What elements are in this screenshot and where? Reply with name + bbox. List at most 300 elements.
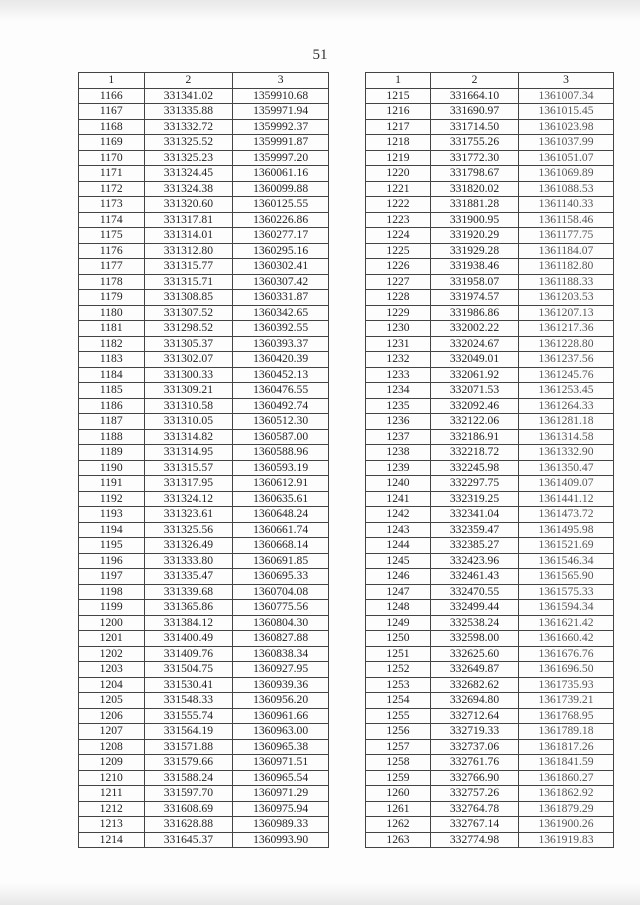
y-coordinate-cell: 1361862.92 (519, 786, 614, 802)
point-number-cell: 1260 (366, 786, 431, 802)
x-coordinate-cell: 332774.98 (431, 832, 519, 848)
table-row (366, 631, 614, 647)
y-coordinate-cell: 1360593.19 (233, 460, 329, 476)
x-coordinate-cell: 331929.28 (431, 243, 519, 259)
y-coordinate-cell: 1360963.00 (233, 724, 329, 740)
y-coordinate-cell: 1361575.33 (519, 584, 614, 600)
x-coordinate-cell: 331365.86 (144, 600, 233, 616)
point-number-cell: 1211 (79, 786, 145, 802)
x-coordinate-cell: 332297.75 (431, 476, 519, 492)
point-number-cell: 1261 (366, 801, 431, 817)
point-number-cell: 1258 (366, 755, 431, 771)
table-row (366, 383, 614, 399)
table-row (366, 274, 614, 290)
y-coordinate-cell: 1361696.50 (519, 662, 614, 678)
point-number-cell: 1186 (79, 398, 145, 414)
point-number-cell: 1195 (79, 538, 145, 554)
x-coordinate-cell: 331938.46 (431, 259, 519, 275)
x-coordinate-cell: 332719.33 (431, 724, 519, 740)
point-number-cell: 1178 (79, 274, 145, 290)
y-coordinate-cell: 1361768.95 (519, 708, 614, 724)
x-coordinate-cell: 331317.81 (144, 212, 233, 228)
y-coordinate-cell: 1361919.83 (519, 832, 614, 848)
x-coordinate-cell: 331664.10 (431, 88, 519, 104)
x-coordinate-cell: 331326.49 (144, 538, 233, 554)
table-row (366, 677, 614, 693)
x-coordinate-cell: 332024.67 (431, 336, 519, 352)
point-number-cell: 1192 (79, 491, 145, 507)
y-coordinate-cell: 1361228.80 (519, 336, 614, 352)
y-coordinate-cell: 1360668.14 (233, 538, 329, 554)
table-row (366, 414, 614, 430)
y-coordinate-cell: 1360648.24 (233, 507, 329, 523)
x-coordinate-cell: 331920.29 (431, 228, 519, 244)
point-number-cell: 1181 (79, 321, 145, 337)
y-coordinate-cell: 1361314.58 (519, 429, 614, 445)
x-coordinate-cell: 331339.68 (144, 584, 233, 600)
table-row (366, 786, 614, 802)
x-coordinate-cell: 331974.57 (431, 290, 519, 306)
x-coordinate-cell: 332245.98 (431, 460, 519, 476)
coordinates-table-right (365, 72, 614, 848)
table-row (366, 522, 614, 538)
table-row (79, 584, 329, 600)
table-row (79, 646, 329, 662)
y-coordinate-cell: 1360420.39 (233, 352, 329, 368)
y-coordinate-cell: 1361088.53 (519, 181, 614, 197)
x-coordinate-cell: 331332.72 (144, 119, 233, 135)
x-coordinate-cell: 331312.80 (144, 243, 233, 259)
y-coordinate-cell: 1361217.36 (519, 321, 614, 337)
point-number-cell: 1197 (79, 569, 145, 585)
y-coordinate-cell: 1359992.37 (233, 119, 329, 135)
point-number-cell: 1234 (366, 383, 431, 399)
table-row (79, 135, 329, 151)
table-row (366, 150, 614, 166)
table-row (79, 832, 329, 848)
x-coordinate-cell: 332625.60 (431, 646, 519, 662)
point-number-cell: 1232 (366, 352, 431, 368)
point-number-cell: 1213 (79, 817, 145, 833)
y-coordinate-cell: 1360587.00 (233, 429, 329, 445)
table-row (366, 615, 614, 631)
y-coordinate-cell: 1360971.29 (233, 786, 329, 802)
x-coordinate-cell: 331714.50 (431, 119, 519, 135)
point-number-cell: 1259 (366, 770, 431, 786)
x-coordinate-cell: 331325.52 (144, 135, 233, 151)
x-coordinate-cell: 332092.46 (431, 398, 519, 414)
x-coordinate-cell: 332682.62 (431, 677, 519, 693)
x-coordinate-cell: 331305.37 (144, 336, 233, 352)
y-coordinate-cell: 1359997.20 (233, 150, 329, 166)
y-coordinate-cell: 1360965.54 (233, 770, 329, 786)
point-number-cell: 1182 (79, 336, 145, 352)
y-coordinate-cell: 1360775.56 (233, 600, 329, 616)
table-row (366, 367, 614, 383)
point-number-cell: 1230 (366, 321, 431, 337)
point-number-cell: 1185 (79, 383, 145, 399)
y-coordinate-cell: 1360612.91 (233, 476, 329, 492)
x-coordinate-cell: 332598.00 (431, 631, 519, 647)
point-number-cell: 1202 (79, 646, 145, 662)
y-coordinate-cell: 1360827.88 (233, 631, 329, 647)
x-coordinate-cell: 331400.49 (144, 631, 233, 647)
y-coordinate-cell: 1360961.66 (233, 708, 329, 724)
point-number-cell: 1220 (366, 166, 431, 182)
table-row (366, 724, 614, 740)
y-coordinate-cell: 1361069.89 (519, 166, 614, 182)
point-number-cell: 1172 (79, 181, 145, 197)
y-coordinate-cell: 1360965.38 (233, 739, 329, 755)
table-row (79, 166, 329, 182)
table-row (366, 646, 614, 662)
point-number-cell: 1208 (79, 739, 145, 755)
y-coordinate-cell: 1361158.46 (519, 212, 614, 228)
x-coordinate-cell: 332757.26 (431, 786, 519, 802)
x-coordinate-cell: 331798.67 (431, 166, 519, 182)
y-coordinate-cell: 1360661.74 (233, 522, 329, 538)
table-row (79, 150, 329, 166)
y-coordinate-cell: 1361546.34 (519, 553, 614, 569)
table-row (79, 305, 329, 321)
table-row (79, 801, 329, 817)
y-coordinate-cell: 1361495.98 (519, 522, 614, 538)
x-coordinate-cell: 331310.58 (144, 398, 233, 414)
table-row (79, 739, 329, 755)
point-number-cell: 1209 (79, 755, 145, 771)
point-number-cell: 1190 (79, 460, 145, 476)
table-row (79, 414, 329, 430)
x-coordinate-cell: 331300.33 (144, 367, 233, 383)
table-row (366, 197, 614, 213)
point-number-cell: 1253 (366, 677, 431, 693)
point-number-cell: 1250 (366, 631, 431, 647)
y-coordinate-cell: 1361023.98 (519, 119, 614, 135)
point-number-cell: 1255 (366, 708, 431, 724)
point-number-cell: 1222 (366, 197, 431, 213)
y-coordinate-cell: 1361789.18 (519, 724, 614, 740)
point-number-cell: 1256 (366, 724, 431, 740)
table-row (79, 476, 329, 492)
table-row (366, 398, 614, 414)
y-coordinate-cell: 1361660.42 (519, 631, 614, 647)
x-coordinate-cell: 331324.38 (144, 181, 233, 197)
x-coordinate-cell: 332767.14 (431, 817, 519, 833)
point-number-cell: 1252 (366, 662, 431, 678)
y-coordinate-cell: 1360939.36 (233, 677, 329, 693)
point-number-cell: 1226 (366, 259, 431, 275)
point-number-cell: 1191 (79, 476, 145, 492)
y-coordinate-cell: 1360476.55 (233, 383, 329, 399)
point-number-cell: 1242 (366, 507, 431, 523)
y-coordinate-cell: 1360804.30 (233, 615, 329, 631)
table-row (366, 166, 614, 182)
y-coordinate-cell: 1361253.45 (519, 383, 614, 399)
table-row (366, 832, 614, 848)
table-row (79, 553, 329, 569)
y-coordinate-cell: 1361841.59 (519, 755, 614, 771)
y-coordinate-cell: 1361409.07 (519, 476, 614, 492)
table-row (79, 243, 329, 259)
table-row (366, 119, 614, 135)
x-coordinate-cell: 331608.69 (144, 801, 233, 817)
y-coordinate-cell: 1361473.72 (519, 507, 614, 523)
y-coordinate-cell: 1361245.76 (519, 367, 614, 383)
table-row (366, 600, 614, 616)
table-row (79, 321, 329, 337)
x-coordinate-cell: 331504.75 (144, 662, 233, 678)
point-number-cell: 1184 (79, 367, 145, 383)
table-row (366, 290, 614, 306)
point-number-cell: 1174 (79, 212, 145, 228)
table-row (79, 212, 329, 228)
x-coordinate-cell: 331333.80 (144, 553, 233, 569)
point-number-cell: 1229 (366, 305, 431, 321)
y-coordinate-cell: 1360342.65 (233, 305, 329, 321)
table-row (79, 336, 329, 352)
y-coordinate-cell: 1360099.88 (233, 181, 329, 197)
x-coordinate-cell: 331645.37 (144, 832, 233, 848)
table-row (366, 553, 614, 569)
y-coordinate-cell: 1361900.26 (519, 817, 614, 833)
point-number-cell: 1251 (366, 646, 431, 662)
x-coordinate-cell: 332122.06 (431, 414, 519, 430)
point-number-cell: 1247 (366, 584, 431, 600)
table-row (366, 181, 614, 197)
table-row (366, 212, 614, 228)
table-row (366, 88, 614, 104)
table-row (79, 491, 329, 507)
y-coordinate-cell: 1360452.13 (233, 367, 329, 383)
y-coordinate-cell: 1360588.96 (233, 445, 329, 461)
point-number-cell: 1218 (366, 135, 431, 151)
y-coordinate-cell: 1360971.51 (233, 755, 329, 771)
x-coordinate-cell: 331315.77 (144, 259, 233, 275)
point-number-cell: 1243 (366, 522, 431, 538)
y-coordinate-cell: 1360061.16 (233, 166, 329, 182)
point-number-cell: 1169 (79, 135, 145, 151)
point-number-cell: 1225 (366, 243, 431, 259)
point-number-cell: 1187 (79, 414, 145, 430)
point-number-cell: 1199 (79, 600, 145, 616)
point-number-cell: 1246 (366, 569, 431, 585)
y-coordinate-cell: 1360695.33 (233, 569, 329, 585)
table-row (366, 708, 614, 724)
table-row (79, 88, 329, 104)
point-number-cell: 1219 (366, 150, 431, 166)
x-coordinate-cell: 332385.27 (431, 538, 519, 554)
point-number-cell: 1249 (366, 615, 431, 631)
table-row (79, 693, 329, 709)
y-coordinate-cell: 1361037.99 (519, 135, 614, 151)
y-coordinate-cell: 1361594.34 (519, 600, 614, 616)
table-row (366, 460, 614, 476)
y-coordinate-cell: 1361817.26 (519, 739, 614, 755)
table-row (366, 104, 614, 120)
y-coordinate-cell: 1361332.90 (519, 445, 614, 461)
x-coordinate-cell: 331548.33 (144, 693, 233, 709)
table-row (366, 662, 614, 678)
point-number-cell: 1254 (366, 693, 431, 709)
table-row (79, 259, 329, 275)
y-coordinate-cell: 1360512.30 (233, 414, 329, 430)
y-coordinate-cell: 1360956.20 (233, 693, 329, 709)
table-row (366, 336, 614, 352)
column-header-x: 2 (431, 73, 519, 89)
x-coordinate-cell: 331409.76 (144, 646, 233, 662)
x-coordinate-cell: 331555.74 (144, 708, 233, 724)
coordinates-table-left (78, 72, 329, 848)
y-coordinate-cell: 1361051.07 (519, 150, 614, 166)
table-row (79, 724, 329, 740)
point-number-cell: 1237 (366, 429, 431, 445)
x-coordinate-cell: 331628.88 (144, 817, 233, 833)
column-header-y: 3 (519, 73, 614, 89)
point-number-cell: 1188 (79, 429, 145, 445)
x-coordinate-cell: 331530.41 (144, 677, 233, 693)
y-coordinate-cell: 1360302.41 (233, 259, 329, 275)
y-coordinate-cell: 1361565.90 (519, 569, 614, 585)
point-number-cell: 1205 (79, 693, 145, 709)
point-number-cell: 1262 (366, 817, 431, 833)
point-number-cell: 1200 (79, 615, 145, 631)
point-number-cell: 1216 (366, 104, 431, 120)
y-coordinate-cell: 1359971.94 (233, 104, 329, 120)
x-coordinate-cell: 331315.71 (144, 274, 233, 290)
point-number-cell: 1177 (79, 259, 145, 275)
y-coordinate-cell: 1360226.86 (233, 212, 329, 228)
table-row (79, 119, 329, 135)
y-coordinate-cell: 1360838.34 (233, 646, 329, 662)
table-row (79, 398, 329, 414)
y-coordinate-cell: 1360295.16 (233, 243, 329, 259)
table-row (366, 801, 614, 817)
table-row (79, 383, 329, 399)
x-coordinate-cell: 331986.86 (431, 305, 519, 321)
y-coordinate-cell: 1361188.33 (519, 274, 614, 290)
point-number-cell: 1203 (79, 662, 145, 678)
point-number-cell: 1201 (79, 631, 145, 647)
point-number-cell: 1175 (79, 228, 145, 244)
point-number-cell: 1263 (366, 832, 431, 848)
x-coordinate-cell: 332649.87 (431, 662, 519, 678)
table-row (366, 584, 614, 600)
x-coordinate-cell: 332737.06 (431, 739, 519, 755)
x-coordinate-cell: 331314.82 (144, 429, 233, 445)
x-coordinate-cell: 331309.21 (144, 383, 233, 399)
y-coordinate-cell: 1360392.55 (233, 321, 329, 337)
x-coordinate-cell: 332538.24 (431, 615, 519, 631)
column-header-x: 2 (144, 73, 233, 89)
point-number-cell: 1180 (79, 305, 145, 321)
table-row (79, 786, 329, 802)
x-coordinate-cell: 331298.52 (144, 321, 233, 337)
table-row (366, 228, 614, 244)
x-coordinate-cell: 331314.01 (144, 228, 233, 244)
x-coordinate-cell: 332470.55 (431, 584, 519, 600)
y-coordinate-cell: 1361184.07 (519, 243, 614, 259)
table-row (79, 507, 329, 523)
x-coordinate-cell: 331341.02 (144, 88, 233, 104)
x-coordinate-cell: 331335.47 (144, 569, 233, 585)
table-row (79, 538, 329, 554)
y-coordinate-cell: 1361441.12 (519, 491, 614, 507)
y-coordinate-cell: 1360492.74 (233, 398, 329, 414)
point-number-cell: 1231 (366, 336, 431, 352)
table-row (366, 569, 614, 585)
x-coordinate-cell: 331324.45 (144, 166, 233, 182)
table-row (366, 538, 614, 554)
x-coordinate-cell: 331335.88 (144, 104, 233, 120)
column-header-y: 3 (233, 73, 329, 89)
y-coordinate-cell: 1361237.56 (519, 352, 614, 368)
y-coordinate-cell: 1361182.80 (519, 259, 614, 275)
x-coordinate-cell: 331571.88 (144, 739, 233, 755)
x-coordinate-cell: 331325.56 (144, 522, 233, 538)
point-number-cell: 1196 (79, 553, 145, 569)
x-coordinate-cell: 331307.52 (144, 305, 233, 321)
x-coordinate-cell: 332218.72 (431, 445, 519, 461)
y-coordinate-cell: 1360704.08 (233, 584, 329, 600)
x-coordinate-cell: 331308.85 (144, 290, 233, 306)
table-row (366, 429, 614, 445)
point-number-cell: 1198 (79, 584, 145, 600)
y-coordinate-cell: 1360993.90 (233, 832, 329, 848)
point-number-cell: 1206 (79, 708, 145, 724)
x-coordinate-cell: 331579.66 (144, 755, 233, 771)
y-coordinate-cell: 1360277.17 (233, 228, 329, 244)
x-coordinate-cell: 331314.95 (144, 445, 233, 461)
y-coordinate-cell: 1360989.33 (233, 817, 329, 833)
y-coordinate-cell: 1361207.13 (519, 305, 614, 321)
x-coordinate-cell: 331755.26 (431, 135, 519, 151)
column-header-point-number: 1 (366, 73, 431, 89)
table-row (366, 305, 614, 321)
x-coordinate-cell: 331588.24 (144, 770, 233, 786)
x-coordinate-cell: 332359.47 (431, 522, 519, 538)
table-header-row (366, 73, 614, 89)
point-number-cell: 1221 (366, 181, 431, 197)
table-row (79, 367, 329, 383)
y-coordinate-cell: 1360635.61 (233, 491, 329, 507)
table-row (79, 181, 329, 197)
table-row (366, 352, 614, 368)
x-coordinate-cell: 332061.92 (431, 367, 519, 383)
y-coordinate-cell: 1361676.76 (519, 646, 614, 662)
point-number-cell: 1193 (79, 507, 145, 523)
y-coordinate-cell: 1361735.93 (519, 677, 614, 693)
y-coordinate-cell: 1361350.47 (519, 460, 614, 476)
x-coordinate-cell: 331958.07 (431, 274, 519, 290)
point-number-cell: 1207 (79, 724, 145, 740)
table-row (79, 662, 329, 678)
point-number-cell: 1183 (79, 352, 145, 368)
y-coordinate-cell: 1360975.94 (233, 801, 329, 817)
table-row (79, 615, 329, 631)
y-coordinate-cell: 1359991.87 (233, 135, 329, 151)
table-row (79, 770, 329, 786)
x-coordinate-cell: 331315.57 (144, 460, 233, 476)
point-number-cell: 1257 (366, 739, 431, 755)
x-coordinate-cell: 332341.04 (431, 507, 519, 523)
y-coordinate-cell: 1361739.21 (519, 693, 614, 709)
table-row (79, 197, 329, 213)
point-number-cell: 1166 (79, 88, 145, 104)
table-row (366, 259, 614, 275)
x-coordinate-cell: 332766.90 (431, 770, 519, 786)
table-row (79, 274, 329, 290)
y-coordinate-cell: 1359910.68 (233, 88, 329, 104)
